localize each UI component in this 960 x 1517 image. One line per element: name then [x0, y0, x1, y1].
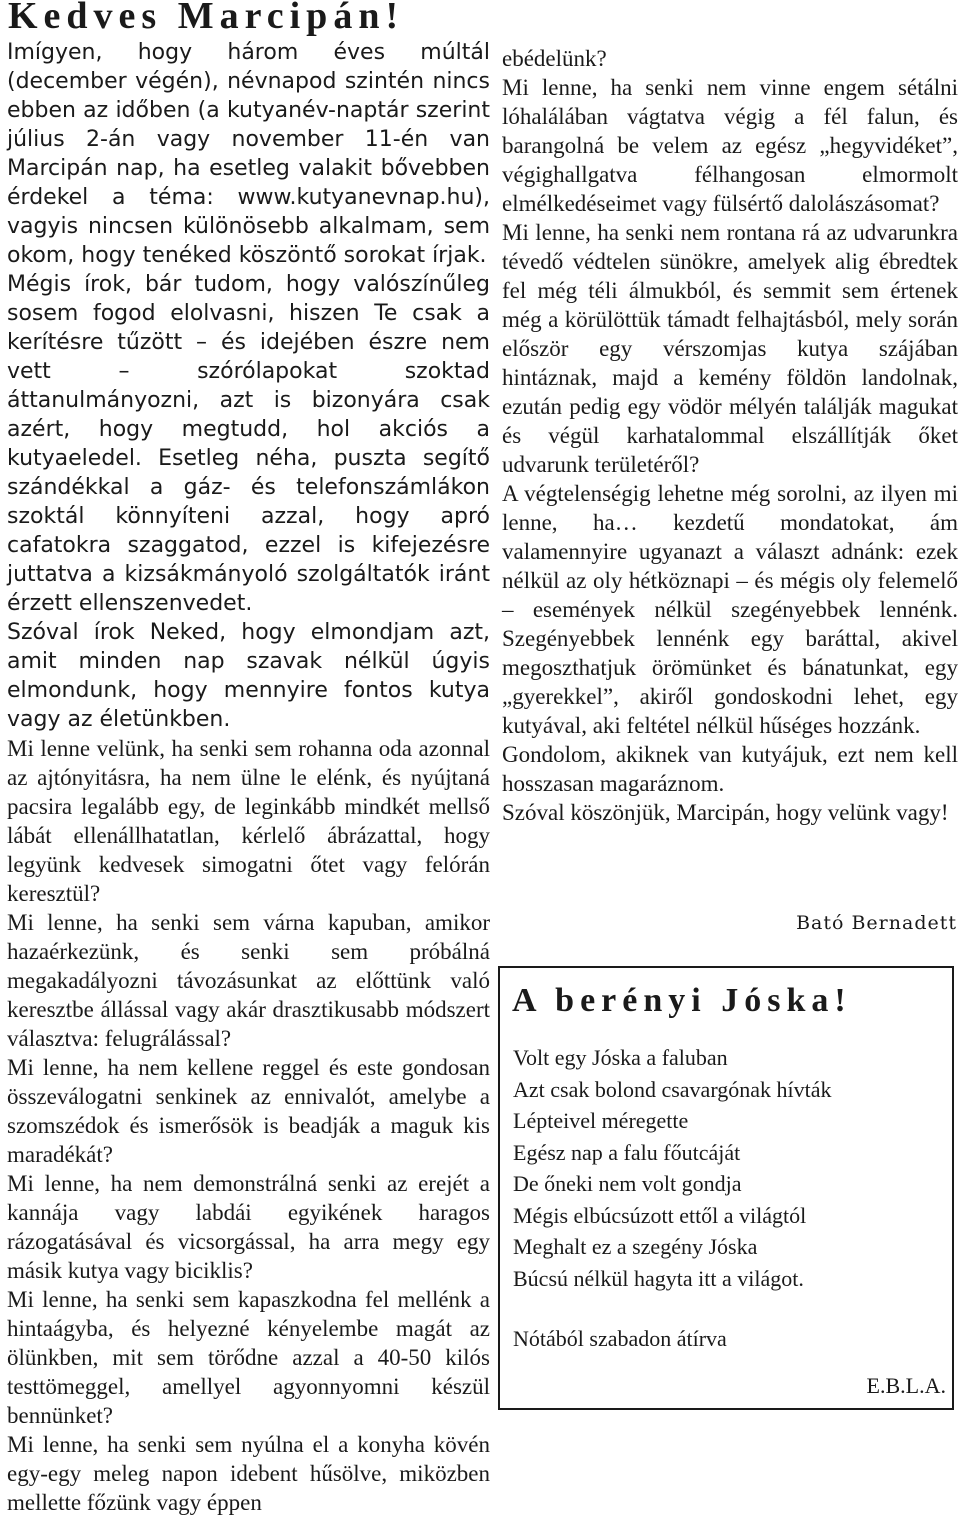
paragraph: Mi lenne, ha senki sem várna kapuban, amikor hazaérkezünk, és senki sem próbálná megakadályozni távozásunkat az előttünk való keresztbe állással vagy akár drasztikusabb módszert választva: felugrálással?: [7, 910, 490, 1051]
paragraph: Mi lenne, ha senki nem rontana rá az udvarunkra tévedő védtelen sünökre, amelyek alig ébredtek fel még téli álmukból, és semmit sem értenek még a körülöttük támadt felhajtásból, mely során először egy vérszomjas kutya szájában hintáznak, majd a kemény földön landolnak, ezután pedig egy vödör mélyén találják magukat és végül karhatalommal elszállítják őket udvarunk területéről?: [502, 220, 958, 477]
article-title: Kedves Marcipán!: [8, 0, 405, 37]
poem-line: De őneki nem volt gondja: [513, 1171, 742, 1196]
paragraph: Gondolom, akiknek van kutyájuk, ezt nem kell hosszasan magaráznom.: [502, 742, 958, 796]
poem-author: E.B.L.A.: [866, 1373, 946, 1398]
paragraph: Imígyen, hogy három éves múltál (december végén), névnapod szintén nincs ebben az időben (a kutyanév-naptár szerint július 2-án vagy november 11-én van Marcipán nap, ha esetleg valakit bővebben érdekel a téma: www.kutyanevnap.hu), vagyis nincsen különösebb alkalmam, sem okom, hogy tenéked köszöntő sorokat írjak.: [7, 40, 490, 268]
poem-line: Azt csak bolond csavargónak hívták: [513, 1076, 832, 1102]
paragraph: Mégis írok, bár tudom, hogy valószínűleg sosem fogod elolvasni, hiszen Te csak a kerítésre tűzött – és idejében észre nem vett – szórólapokat szoktad áttanulmányozni, azt is bizonyára csak azért, hogy megtudd, hol akciós a kutyaeledel. Esetleg néha, puszta segítő szándékkal a gáz- és telefonszámlákon szoktál könnyíteni azzal, hogy apró cafatokra szaggatod, ezzel is kifejezésre juttatva a kizsákmányoló szolgáltatók iránt érzett ellenszenvedet.: [7, 272, 490, 616]
poem-line: Egész nap a falu főutcáját: [513, 1139, 741, 1165]
poem-line: Volt egy Jóska a faluban: [513, 1045, 728, 1070]
poem-title: A berényi Jóska!: [512, 982, 852, 1019]
paragraph: Mi lenne, ha senki sem kapaszkodna fel mellénk a hintaágyba, és helyezné kényelembe magát az ölünkben, mit sem törődne azzal a 40-50 kilós testtömeggel, amellyel agyonnyomni készül bennünket?: [7, 1287, 490, 1428]
poem-line: Búcsú nélkül hagyta itt a világot.: [513, 1265, 804, 1291]
article-author: Bató Bernadett: [796, 912, 957, 934]
paragraph: Szóval írok Neked, hogy elmondjam azt, amit minden nap szavak nélkül úgyis elmondunk, hogy mennyire fontos kutya vagy az életünkben.: [7, 620, 490, 732]
paragraph: Mi lenne velünk, ha senki sem rohanna oda azonnal az ajtónyitásra, ha nem ülne le elénk, és nyújtaná pacsira legalább egy, de leginkább mindkét mellső lábát ellenállhatatlan, kérlelő ábrázattal, hogy legyünk kedvesek simogatni őtet vagy felórán keresztül?: [7, 736, 490, 906]
poem-line: Lépteivel méregette: [513, 1108, 689, 1133]
paragraph: Szóval köszönjük, Marcipán, hogy velünk vagy!: [502, 800, 949, 825]
paragraph: ebédelünk?: [502, 46, 607, 71]
poem-line: Meghalt ez a szegény Jóska: [513, 1234, 758, 1259]
paragraph: Mi lenne, ha senki nem vinne engem sétálni lóhalálában vágtatva végig a fél falun, és barangolná be velem az egész „hegyvidéket”, végighallgatva félhangosan elmormolt elmélkedéseimet vagy fülsértő dalolászásomat?: [502, 75, 958, 216]
poem-source-note: Nótából szabadon átírva: [513, 1326, 727, 1351]
poem-box: [498, 966, 954, 1410]
article-right-column: [502, 44, 958, 827]
paragraph: Mi lenne, ha senki sem nyúlna el a konyha kövén egy-egy meleg napon idebent hűsölve, miközben mellette főzünk vagy éppen: [7, 1432, 490, 1515]
paragraph: Mi lenne, ha nem demonstrálná senki az erejét a kannája vagy labdái egyikének haragos rázogatásával és vicsorgással, ha arra megy egy másik kutya vagy biciklis?: [7, 1171, 490, 1283]
poem-line: Mégis elbúcsúzott ettől a világtól: [513, 1202, 807, 1228]
paragraph: A végtelenségig lehetne még sorolni, az ilyen mi lenne, ha… kezdetű mondatokat, ám valamennyire ugyanazt a választ adnánk: ezek nélkül az oly hétköznapi – és mégis oly felemelő – események nélkül szegényebbek lennénk. Szegényebbek lennénk egy baráttal, akivel megoszthatjuk örömünket és bánatunkat, egy „gyerekkel”, akiről gondoskodni lehet, egy kutyával, aki feltétel nélkül hűséges hozzánk.: [502, 481, 958, 738]
poem-lines: [513, 1042, 832, 1294]
article-left-column: [7, 38, 490, 1517]
paragraph: Mi lenne, ha nem kellene reggel és este gondosan összeválogatni senkinek az ennivalót, amelybe a szomszédok és ismerősök is beadják a maguk kis maradékát?: [7, 1055, 490, 1167]
